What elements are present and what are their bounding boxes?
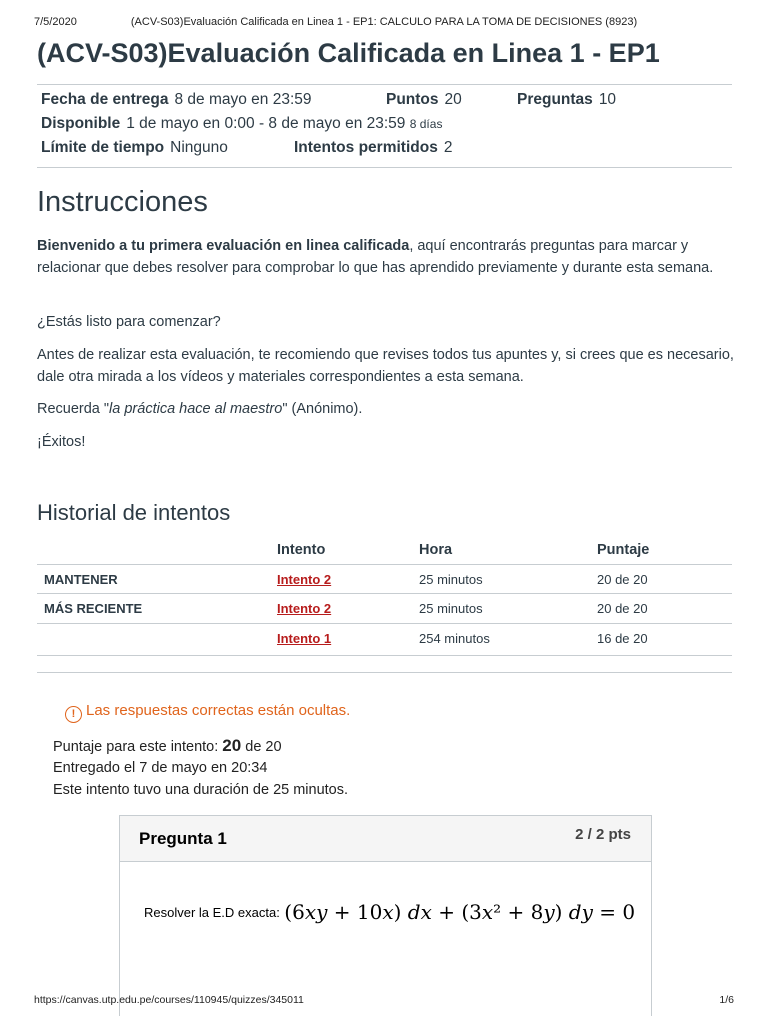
time-limit-label: Límite de tiempo: [41, 139, 165, 156]
question-title: Pregunta 1: [139, 829, 227, 848]
questions-label: Preguntas: [517, 91, 593, 108]
page-url: https://canvas.utp.edu.pe/courses/110945/quizzes/345011: [34, 994, 304, 1006]
row-label: MANTENER: [44, 572, 118, 587]
quote-post: " (Anónimo).: [282, 401, 363, 417]
page-title: (ACV-S03)Evaluación Calificada en Linea 1 - EP1: [37, 38, 660, 68]
instructions-paragraph-4: [37, 398, 737, 420]
table-row: [37, 564, 732, 594]
question-points: 2 / 2 pts: [575, 826, 631, 843]
notice-text: Las respuestas correctas están ocultas.: [86, 702, 351, 719]
allowed-attempts: [294, 139, 452, 157]
points: [386, 91, 462, 109]
quote-pre: Recuerda ": [37, 401, 110, 417]
attempt-time: 25 minutos: [419, 572, 483, 587]
column-header-time: Hora: [419, 542, 453, 558]
attempt-link[interactable]: Intento 1: [277, 631, 332, 646]
question-prompt: Resolver la E.D exacta:: [144, 905, 280, 920]
history-heading: Historial de intentos: [37, 500, 231, 525]
score-value: 20: [222, 736, 242, 755]
time-limit: [41, 139, 228, 157]
allowed-attempts-label: Intentos permitidos: [294, 139, 438, 156]
print-header: [0, 16, 768, 30]
question-card: [119, 815, 652, 1016]
time-limit-value: Ninguno: [170, 139, 228, 156]
due-date-label: Fecha de entrega: [41, 91, 169, 108]
attempt-time: 25 minutos: [419, 601, 483, 616]
availability-label: Disponible: [41, 115, 121, 132]
row-label: MÁS RECIENTE: [44, 601, 143, 616]
welcome-bold: Bienvenido a tu primera evaluación en linea calificada: [37, 238, 410, 254]
print-date: 7/5/2020: [34, 16, 77, 28]
divider: [37, 672, 732, 673]
question-body: [144, 900, 635, 924]
due-date: [41, 91, 312, 109]
print-title: (ACV-S03)Evaluación Calificada en Linea 1 - EP1: CALCULO PARA LA TOMA DE DECISIONES (8923): [130, 16, 638, 28]
column-header-score: Puntaje: [597, 542, 650, 558]
table-row: [37, 623, 732, 656]
column-header-attempt: Intento: [277, 542, 326, 558]
warning-icon: !: [65, 706, 82, 723]
points-label: Puntos: [386, 91, 439, 108]
attempt-score: 20 de 20: [597, 601, 648, 616]
questions: [517, 91, 616, 109]
quote-italic: la práctica hace al maestro: [109, 401, 283, 417]
availability-value: 1 de mayo en 0:00 - 8 de mayo en 23:59: [126, 115, 406, 132]
question-header: [120, 816, 651, 862]
allowed-attempts-value: 2: [443, 139, 453, 156]
instructions-paragraph-1: [37, 235, 737, 279]
attempt-link[interactable]: Intento 2: [277, 601, 332, 616]
points-value: 20: [444, 91, 462, 108]
score-label: Puntaje para este intento:: [53, 739, 219, 755]
divider: [37, 167, 732, 168]
instructions-heading: Instrucciones: [37, 186, 208, 218]
table-row: [37, 593, 732, 623]
attempt-link[interactable]: Intento 2: [277, 572, 332, 587]
welcome-rest: , aquí encontrarás preguntas para marcar y relacionar que debes resolver para comprobar lo que has aprendido previamente y durante esta semana.: [37, 238, 714, 276]
questions-value: 10: [598, 91, 617, 108]
score-total: de 20: [245, 739, 282, 755]
duration-line: Este intento tuvo una duración de 25 minutos.: [53, 782, 349, 798]
attempt-score: 16 de 20: [597, 631, 648, 646]
availability-days: 8 días: [409, 117, 443, 131]
page-number: 1/6: [719, 994, 734, 1006]
answers-hidden-notice: [65, 702, 350, 723]
instructions-paragraph-5: ¡Éxitos!: [37, 434, 86, 450]
submitted-line: Entregado el 7 de mayo en 20:34: [53, 760, 268, 776]
attempt-score-line: [53, 736, 282, 756]
instructions-paragraph-3: Antes de realizar esta evaluación, te recomiendo que revises todos tus apuntes y, si crees que es necesario, dale otra mirada a los vídeos y materiales correspondientes a esta semana.: [37, 347, 734, 385]
divider: [37, 84, 732, 85]
due-date-value: 8 de mayo en 23:59: [174, 91, 312, 108]
question-equation: (6𝑥𝑦 + 10𝑥) 𝑑𝑥 + (3𝑥² + 8𝑦) 𝑑𝑦 = 0: [284, 900, 636, 924]
instructions-paragraph-2: ¿Estás listo para comenzar?: [37, 314, 221, 330]
attempt-time: 254 minutos: [419, 631, 490, 646]
attempt-score: 20 de 20: [597, 572, 648, 587]
availability: [41, 115, 442, 133]
